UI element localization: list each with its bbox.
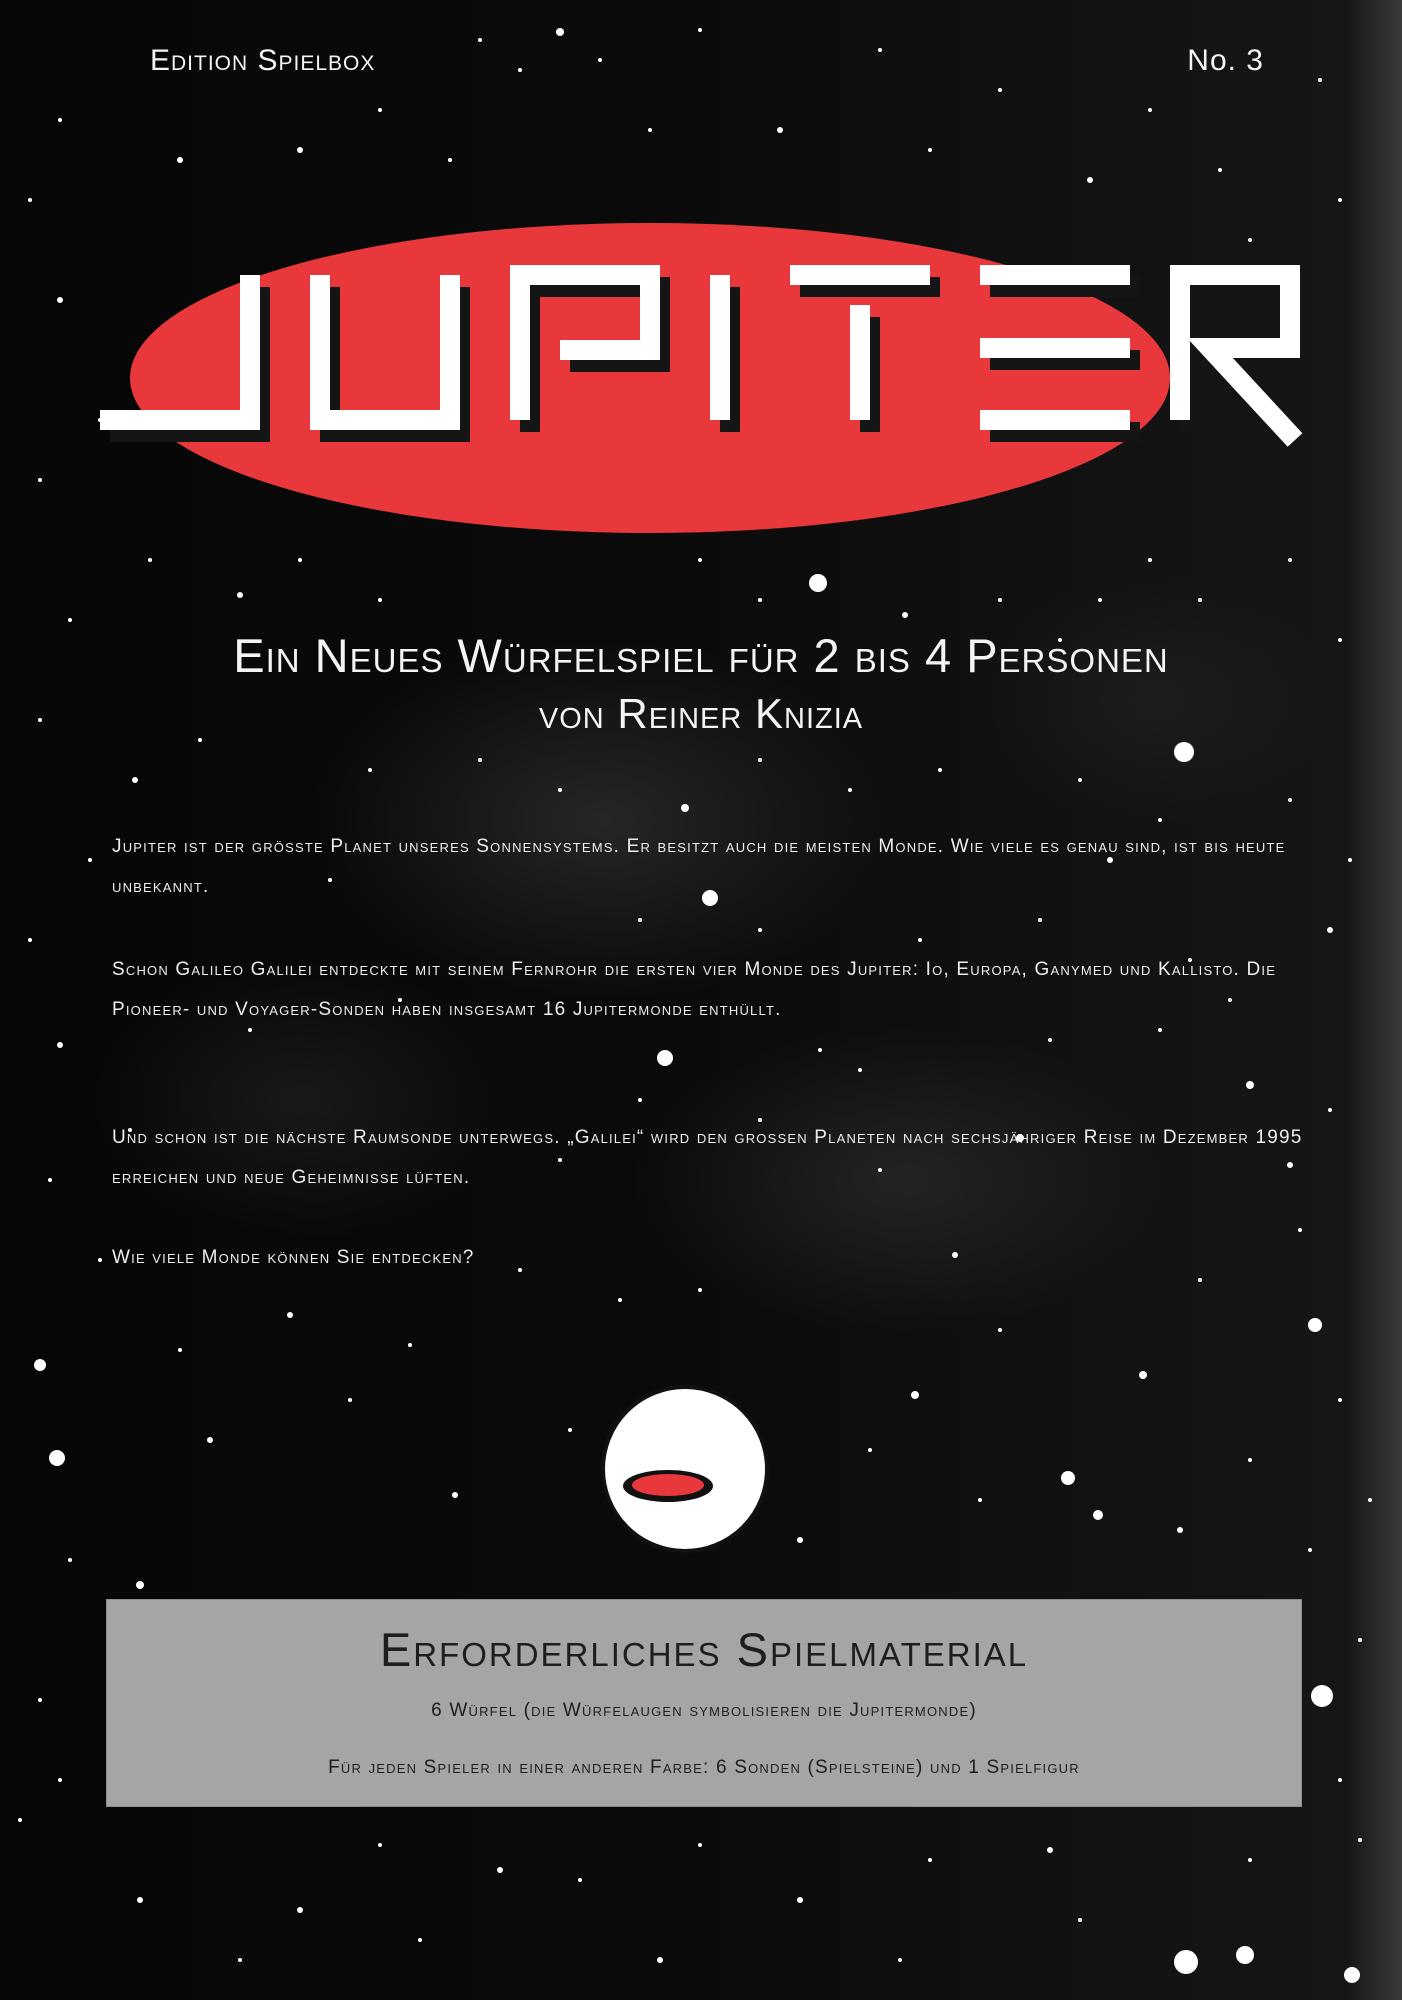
materials-dice-line: 6 Würfel (die Würfelaugen symbolisieren die Jupitermonde) [431, 1700, 977, 1721]
materials-player-line: Für jeden Spieler in einer anderen Farbe: 6 Sonden (Spielsteine) und 1 Spielfigur [328, 1757, 1080, 1778]
intro-paragraph-3: Und schon ist die nächste Raumsonde unterwegs. „Galilei“ wird den grossen Planeten nach sechsjähriger Reise im Dezember 1995 erreichen und neue Geheimnisse lüften. [112, 1127, 1303, 1188]
intro-paragraph-4: Wie viele Monde können Sie entdecken? [112, 1247, 475, 1268]
jupiter-logo [100, 215, 1320, 545]
materials-heading: Erforderliches Spielmaterial [379, 1623, 1029, 1676]
intro-paragraph-1: Jupiter ist der grösste Planet unseres Sonnensystems. Er besitzt auch die meisten Monde. Wie viele es genau sind, ist bis heute unbekannt. [112, 836, 1286, 897]
moon-die-illustration [600, 1384, 770, 1554]
author-line: von Reiner Knizia [538, 690, 864, 737]
subtitle-line-1: Ein Neues Würfelspiel für 2 bis 4 Personen [233, 629, 1169, 682]
issue-number: No. 3 [1187, 44, 1264, 77]
intro-paragraph-2: Schon Galileo Galilei entdeckte mit seinem Fernrohr die ersten vier Monde des Jupiter: Io, Europa, Ganymed und Kallisto. Die Pioneer- und Voyager-Sonden haben insgesamt 16 Jupitermonde enthüllt. [112, 959, 1277, 1020]
edition-label: Edition Spielbox [150, 44, 376, 77]
required-materials-box [106, 1599, 1302, 1807]
